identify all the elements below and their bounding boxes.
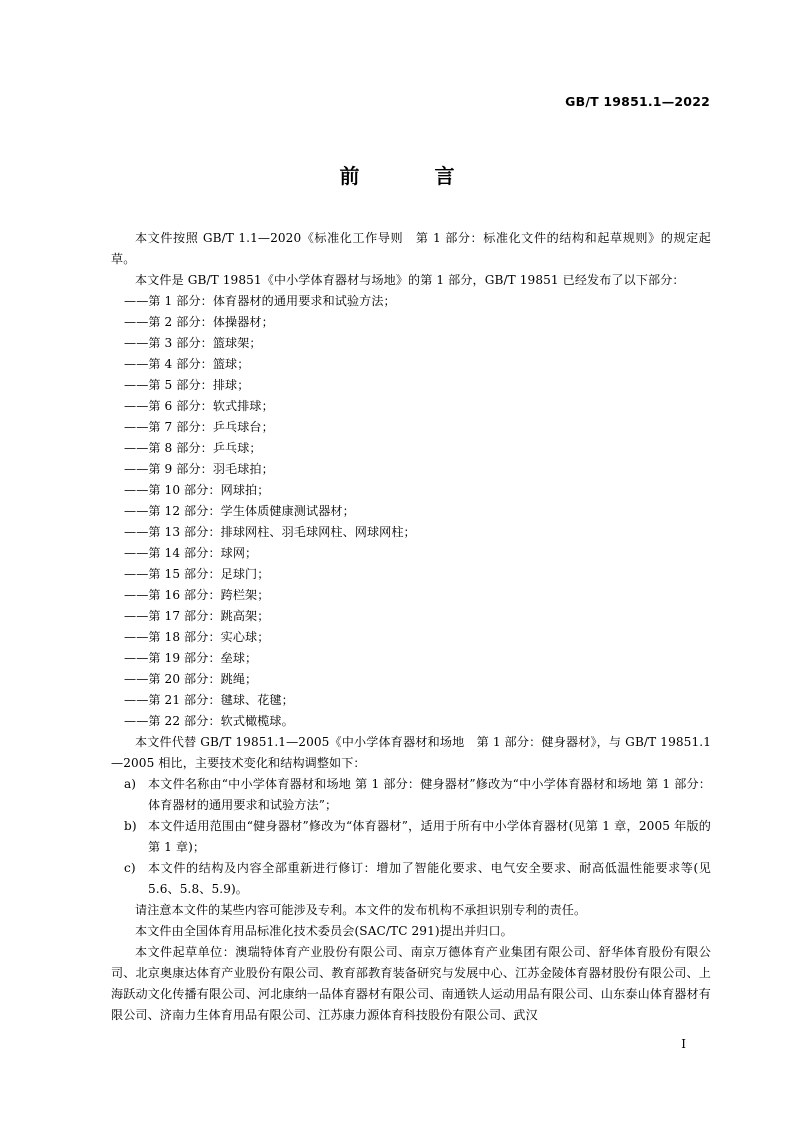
list-item: ——第 6 部分：软式排球； <box>124 399 274 413</box>
document-body <box>111 228 711 1026</box>
paragraph-drafting-units: 本文件起草单位：澳瑞特体育产业股份有限公司、南京万德体育产业集团有限公司、舒华体育股份有限公司、北京奥康达体育产业股份有限公司、教育部教育装备研究与发展中心、江苏金陵体育器材股份有限公司、上海跃动文化传播有限公司、河北康纳一品体育器材有限公司、南通铁人运动用品有限公司、山东泰山体育器材有限公司、济南力生体育用品有限公司、江苏康力源体育科技股份有限公司、武汉 <box>111 945 711 1022</box>
change-text: 本文件适用范围由“健身器材”修改为“体育器材”，适用于所有中小学体育器材(见第 1 章，2005 年版的第 1 章)； <box>148 819 711 854</box>
list-item: ——第 12 部分：学生体质健康测试器材； <box>124 504 355 518</box>
list-item: ——第 21 部分：毽球、花毽； <box>124 693 294 707</box>
parts-list <box>111 291 711 732</box>
change-marker: a) <box>124 777 137 791</box>
list-item: ——第 10 部分：网球拍； <box>124 483 270 497</box>
page-number: I <box>681 1037 686 1051</box>
list-item: ——第 22 部分：软式橄榄球。 <box>124 714 294 728</box>
list-item: ——第 5 部分：排球； <box>124 378 250 392</box>
list-item: ——第 9 部分：羽毛球拍； <box>124 462 274 476</box>
list-item: ——第 16 部分：跨栏架； <box>124 588 270 602</box>
list-item: ——第 7 部分：乒乓球台； <box>124 420 274 434</box>
list-item: ——第 8 部分：乒乓球； <box>124 441 262 455</box>
paragraph-patent-notice: 请注意本文件的某些内容可能涉及专利。本文件的发布机构不承担识别专利的责任。 <box>135 903 587 917</box>
list-item: ——第 14 部分：球网； <box>124 546 258 560</box>
list-item: ——第 18 部分：实心球； <box>124 630 270 644</box>
change-marker: b) <box>124 819 137 833</box>
list-item: ——第 19 部分：垒球； <box>124 651 258 665</box>
change-text: 本文件名称由“中小学体育器材和场地 第 1 部分：健身器材”修改为“中小学体育器材和场地 第 1 部分：体育器材的通用要求和试验方法”； <box>148 777 711 812</box>
change-item <box>111 858 711 900</box>
paragraph-drafting-rules: 本文件按照 GB/T 1.1—2020《标准化工作导则 第 1 部分：标准化文件的结构和起草规则》的规定起草。 <box>111 231 711 266</box>
list-item: ——第 1 部分：体育器材的通用要求和试验方法； <box>124 294 396 308</box>
page-title: 前 言 <box>339 164 489 188</box>
paragraph-replaces: 本文件代替 GB/T 19851.1—2005《中小学体育器材和场地 第 1 部分：健身器材》，与 GB/T 19851.1—2005 相比，主要技术变化和结构调整如下： <box>111 735 711 770</box>
list-item: ——第 2 部分：体操器材； <box>124 315 274 329</box>
list-item: ——第 4 部分：篮球； <box>124 357 250 371</box>
list-item: ——第 3 部分：篮球架； <box>124 336 262 350</box>
list-item: ——第 13 部分：排球网柱、羽毛球网柱、网球网柱； <box>124 525 416 539</box>
paragraph-proposed-by: 本文件由全国体育用品标准化技术委员会(SAC/TC 291)提出并归口。 <box>135 924 513 938</box>
list-item: ——第 17 部分：跳高架； <box>124 609 270 623</box>
paragraph-series-intro: 本文件是 GB/T 19851《中小学体育器材与场地》的第 1 部分，GB/T 19851 已经发布了以下部分： <box>135 273 685 287</box>
change-item <box>111 774 711 816</box>
list-item: ——第 15 部分：足球门； <box>124 567 270 581</box>
standard-code: GB/T 19851.1—2022 <box>565 94 710 109</box>
change-text: 本文件的结构及内容全部重新进行修订：增加了智能化要求、电气安全要求、耐高低温性能要求等(见 5.6、5.8、5.9)。 <box>148 861 711 896</box>
change-item <box>111 816 711 858</box>
changes-list <box>111 774 711 900</box>
change-marker: c) <box>124 861 136 875</box>
list-item: ——第 20 部分：跳绳； <box>124 672 258 686</box>
